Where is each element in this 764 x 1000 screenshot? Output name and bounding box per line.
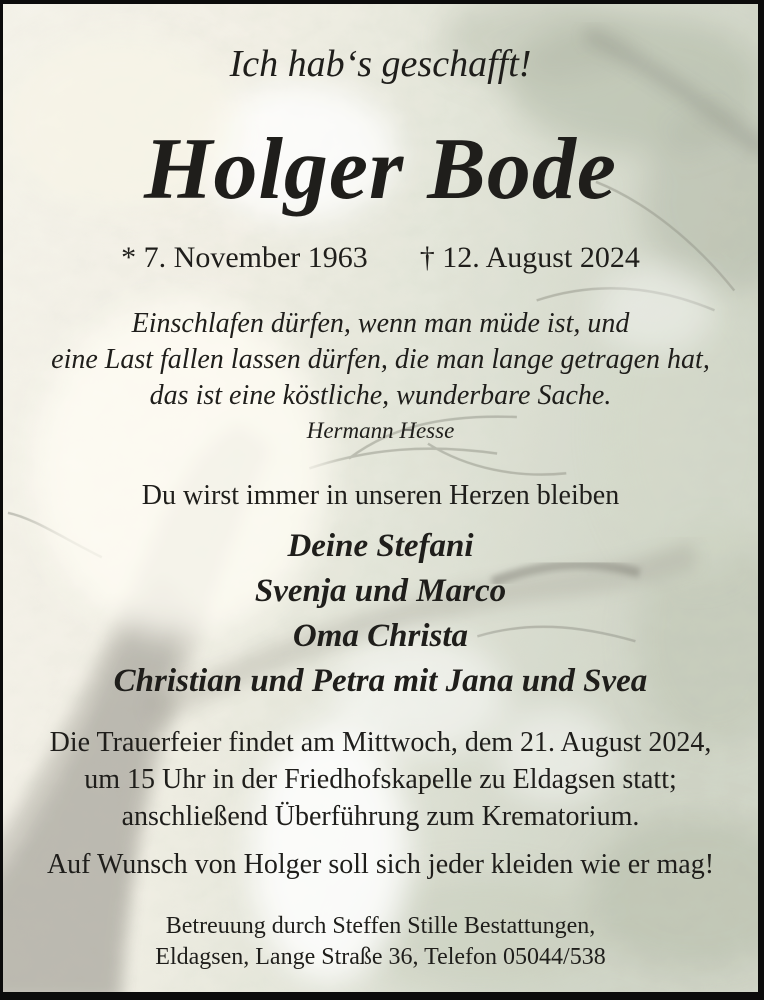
service-line: um 15 Uhr in der Friedhofskapelle zu Eldagsen statt;: [84, 764, 677, 795]
birth-date: * 7. November 1963: [121, 241, 368, 274]
mourner-line: Deine Stefani: [287, 528, 474, 564]
farewell-line: Du wirst immer in unseren Herzen bleiben: [141, 480, 620, 511]
quote-line: Einschlafen dürfen, wenn man müde ist, und: [131, 308, 630, 339]
mourners-list: [3, 524, 758, 704]
service-details: [3, 724, 758, 835]
headline-text: Ich hab‘s geschafft!: [229, 43, 532, 85]
death-date: † 12. August 2024: [419, 241, 640, 274]
quote-line: eine Last fallen lassen dürfen, die man lange getragen hat,: [51, 344, 710, 375]
funeral-home-line: Betreuung durch Steffen Stille Bestattungen,: [165, 913, 596, 939]
dress-code-note: Auf Wunsch von Holger soll sich jeder kleiden wie er mag!: [46, 849, 715, 880]
quote-author: Hermann Hesse: [306, 418, 455, 443]
funeral-home-info: [3, 911, 758, 973]
notice-content: [3, 40, 758, 973]
service-line: Die Trauerfeier findet am Mittwoch, dem 21. August 2024,: [49, 727, 712, 758]
service-line: anschließend Überführung zum Krematorium.: [121, 801, 640, 832]
funeral-home-line: Eldagsen, Lange Straße 36, Telefon 05044/538: [155, 944, 606, 970]
mourner-line: Svenja und Marco: [254, 573, 507, 609]
mourner-line: Christian und Petra mit Jana und Svea: [113, 663, 648, 699]
memorial-quote: [3, 306, 758, 414]
quote-line: das ist eine köstliche, wunderbare Sache.: [149, 380, 612, 411]
mourner-line: Oma Christa: [292, 618, 469, 654]
deceased-name: Holger Bode: [144, 121, 617, 218]
life-dates: [3, 240, 758, 276]
